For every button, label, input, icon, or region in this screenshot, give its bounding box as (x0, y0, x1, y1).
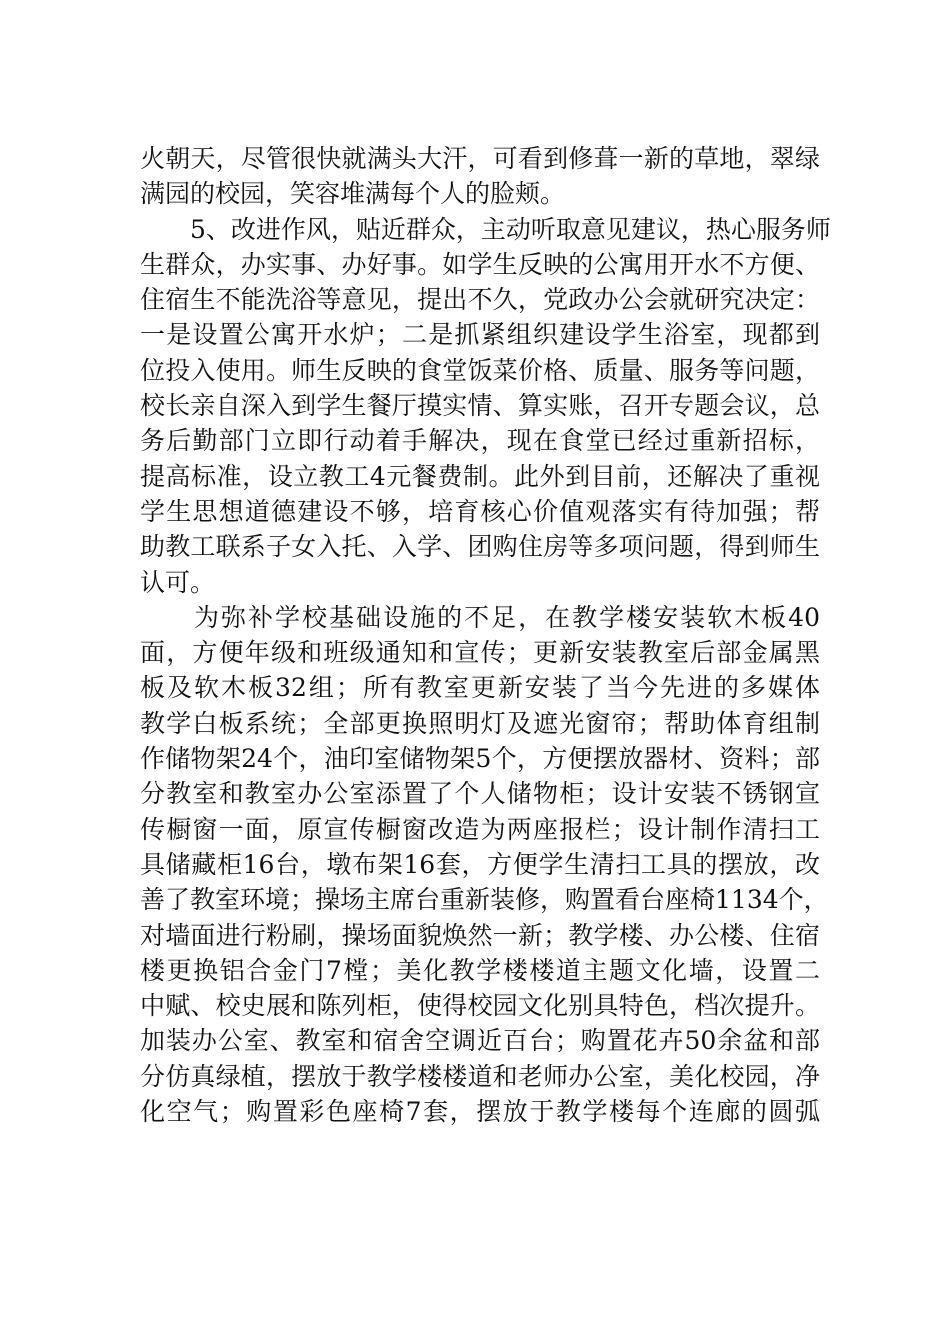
text-line: 火朝天，尽管很快就满头大汗，可看到修葺一新的草地，翠绿 (140, 144, 820, 173)
text-line: 认可。 (140, 567, 216, 597)
text-line: 学生思想道德建设不够，培育核心价值观落实有待加强；帮 (140, 496, 820, 526)
text-line: 助教工联系子女入托、入学、团购住房等多项问题，得到师生 (140, 532, 820, 562)
text-line: 中赋、校史展和陈列柜，使得校园文化别具特色，档次提升。 (140, 991, 820, 1021)
text-line: 善了教室环境；操场主席台重新装修，购置看台座椅1134个， (140, 885, 829, 915)
text-line: 5、改进作风，贴近群众，主动听取意见建议，热心服务师 (140, 214, 831, 244)
text-line: 具储藏柜16台，墩布架16套，方便学生清扫工具的摆放，改 (140, 849, 820, 879)
text-line: 校长亲自深入到学生餐厅摸实情、算实账，召开专题会议，总 (140, 391, 820, 421)
text-line: 一是设置公寓开水炉；二是抓紧组织建设学生浴室，现都到 (140, 320, 820, 350)
body-text (140, 141, 831, 1129)
text-line: 传橱窗一面，原宣传橱窗改造为两座报栏；设计制作清扫工 (140, 814, 820, 844)
text-line: 作储物架24个，油印室储物架5个，方便摆放器材、资料；部 (140, 744, 820, 774)
text-line: 对墙面进行粉刷，操场面貌焕然一新；教学楼、办公楼、住宿 (140, 920, 820, 950)
text-line: 分教室和教室办公室添置了个人储物柜；设计安装不锈钢宣 (140, 779, 820, 809)
text-line: 化空气；购置彩色座椅7套，摆放于教学楼每个连廊的圆弧 (140, 1097, 820, 1127)
text-line: 加装办公室、教室和宿舍空调近百台；购置花卉50余盆和部 (140, 1026, 820, 1056)
text-line: 为弥补学校基础设施的不足，在教学楼安装软木板40 (140, 602, 820, 632)
text-line: 分仿真绿植，摆放于教学楼楼道和老师办公室，美化校园，净 (140, 1061, 820, 1091)
text-line: 楼更换铝合金门7樘；美化教学楼楼道主题文化墙，设置二 (140, 955, 820, 985)
text-line: 务后勤部门立即行动着手解决，现在食堂已经过重新招标， (140, 426, 820, 456)
text-line: 面，方便年级和班级通知和宣传；更新安装教室后部金属黑 (140, 638, 820, 668)
text-line: 生群众，办实事、办好事。如学生反映的公寓用开水不方便、 (140, 249, 820, 279)
text-line: 提高标准，设立教工4元餐费制。此外到目前，还解决了重视 (140, 461, 820, 491)
text-line: 位投入使用。师生反映的食堂饭菜价格、质量、服务等问题， (140, 355, 820, 385)
text-line: 教学白板系统；全部更换照明灯及遮光窗帘；帮助体育组制 (140, 708, 820, 738)
text-line: 住宿生不能洗浴等意见，提出不久，党政办公会就研究决定： (140, 285, 820, 315)
text-line: 板及软木板32组；所有教室更新安装了当今先进的多媒体 (140, 673, 820, 703)
text-line: 满园的校园，笑容堆满每个人的脸颊。 (140, 179, 566, 209)
